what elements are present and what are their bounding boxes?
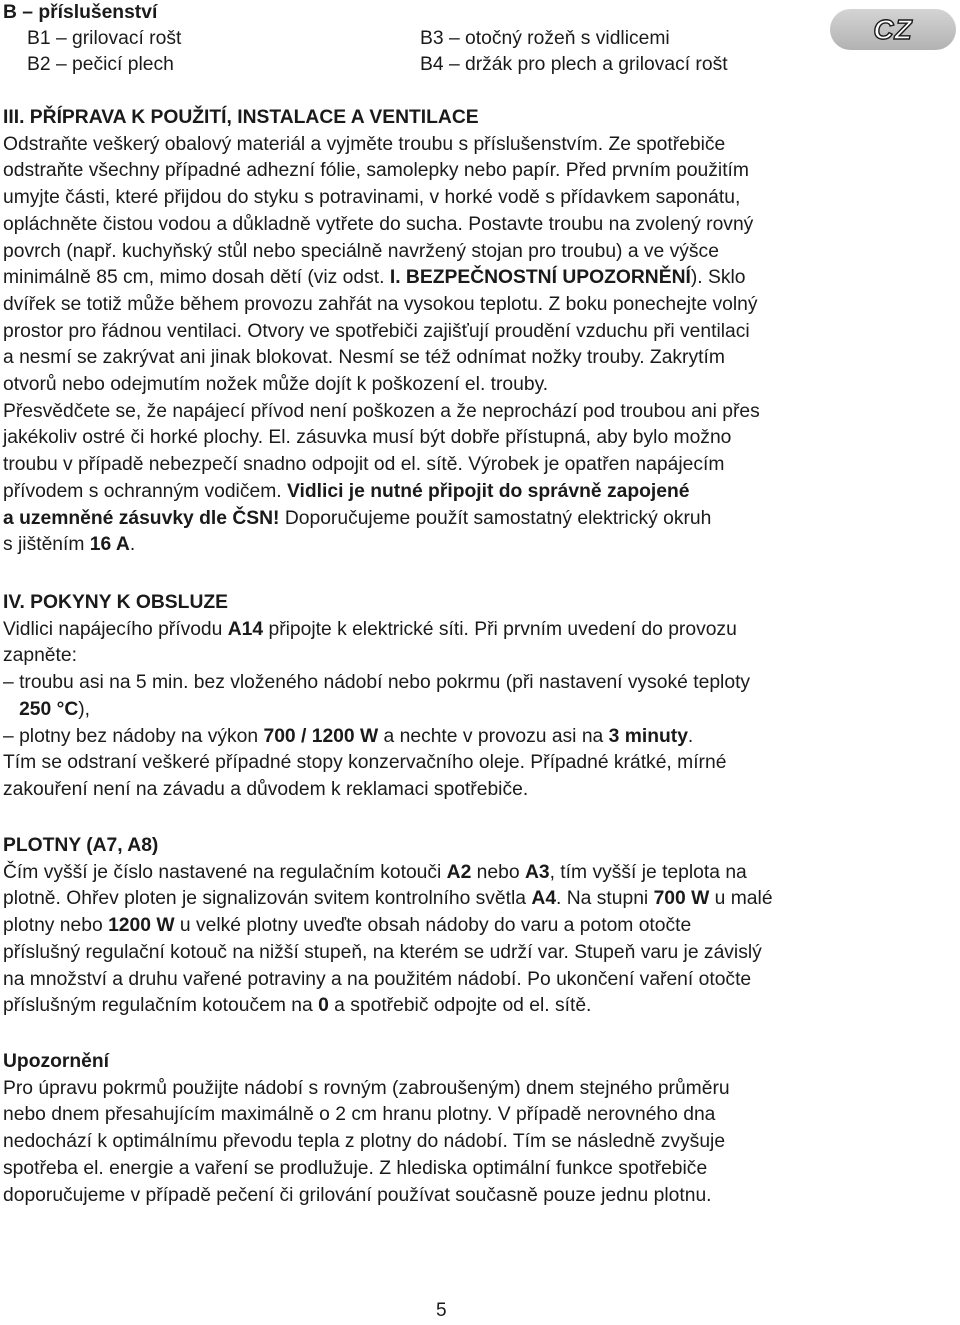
- paragraph-line: [3, 479, 903, 506]
- paragraph-line: Tím se odstraní veškeré případné stopy konzervačního oleje. Případné krátké, mírné: [3, 752, 727, 774]
- part-ref: A2: [446, 861, 472, 883]
- section-heading: Upozornění: [3, 1051, 110, 1072]
- paragraph-line: [3, 913, 903, 940]
- section-warning: [3, 1049, 903, 1209]
- text-run: připojte k elektrické síti. Při prvním uvedení do provozu: [263, 618, 737, 640]
- safety-reference: I. BEZPEČNOSTNÍ UPOZORNĚNÍ: [389, 267, 691, 289]
- section-heading: PLOTNY (A7, A8): [3, 835, 159, 856]
- text-run: – plotny bez nádoby na výkon: [3, 725, 264, 747]
- paragraph-line: dvířek se totiž může během provozu zahřát na vysokou teplotu. Z boku ponechejte volný: [3, 293, 758, 315]
- paragraph-line: zakouření není na závadu a důvodem k reklamaci spotřebiče.: [3, 778, 529, 800]
- accessory-b1: B1 – grilovací rošt: [27, 28, 182, 49]
- language-badge-label: CZ: [873, 13, 913, 45]
- text-run: přívodem s ochranným vodičem.: [3, 480, 287, 502]
- paragraph-line: na množství a druhu vařené potraviny a na použitém nádobí. Po ukončení vaření otočte: [3, 968, 752, 990]
- paragraph-line: umyjte části, které přijdou do styku s potravinami, v horké vodě s přídavkem saponátu,: [3, 187, 741, 209]
- paragraph-line: prostor pro řádnou ventilaci. Otvory ve spotřebiči zajišťují proudění vzduchu při ventilaci: [3, 320, 750, 342]
- paragraph-line: a nesmí se zakrývat ani jinak blokovat. Nesmí se též odnímat nožky trouby. Zakrytím: [3, 347, 725, 369]
- accessory-b4: B4 – držák pro plech a grilovací rošt: [420, 54, 728, 75]
- accessory-b2: B2 – pečicí plech: [27, 54, 174, 75]
- section-operation: [3, 590, 903, 804]
- paragraph-line: spotřeba el. energie a vaření se prodlužuje. Z hlediska optimální funkce spotřebiče: [3, 1157, 708, 1179]
- language-badge: [830, 9, 956, 50]
- setting-value: 0: [318, 995, 329, 1017]
- paragraph-line: [3, 265, 903, 292]
- text-run: u malé: [709, 888, 773, 910]
- part-ref: A4: [531, 888, 557, 910]
- text-run: . Na stupni: [556, 888, 654, 910]
- paragraph-line: troubu v případě nebezpečí snadno odpojit od el. sítě. Výrobek je opatřen napájecím: [3, 454, 725, 476]
- text-run: a nechte v provozu asi na: [378, 725, 609, 747]
- section-heading: IV. POKYNY K OBSLUZE: [3, 592, 229, 613]
- text-run: ),: [78, 698, 91, 720]
- text-run: Vidlici napájecího přívodu: [3, 618, 228, 640]
- text-run: minimálně 85 cm, mimo dosah dětí (viz odst.: [3, 267, 390, 289]
- text-run: .: [129, 534, 136, 556]
- text-run: plotně. Ohřev ploten je signalizován svitem kontrolního světla: [3, 888, 532, 910]
- paragraph-line: jakékoliv ostré či horké plochy. El. zásuvka musí být dobře přístupná, aby bylo možno: [3, 427, 732, 449]
- paragraph-line: [3, 506, 903, 533]
- paragraph-line: opláchněte čistou vodou a důkladně vytřete do sucha. Postavte troubu na zvolený rovný: [3, 213, 754, 235]
- text-run: s jištěním: [3, 534, 90, 556]
- paragraph-line: Přesvědčete se, že napájecí přívod není poškozen a že neprochází pod troubou ani přes: [3, 400, 760, 422]
- paragraph-line: [3, 993, 903, 1020]
- bold-warning: Vidlici je nutné připojit do správně zapojené: [286, 480, 690, 502]
- text-run: příslušným regulačním kotoučem na: [3, 995, 319, 1017]
- text-run: a spotřebič odpojte od el. sítě.: [328, 995, 592, 1017]
- accessory-b3: B3 – otočný rožeň s vidlicemi: [420, 28, 670, 49]
- accessories-heading: B – příslušenství: [3, 2, 158, 23]
- power-value: 700 / 1200 W: [263, 725, 379, 747]
- list-item: [3, 724, 903, 751]
- paragraph-line: [3, 532, 903, 559]
- part-ref: A14: [227, 618, 264, 640]
- section-preparation: [3, 105, 903, 559]
- duration-value: 3 minuty: [608, 725, 688, 747]
- text-run: nebo: [471, 861, 525, 883]
- paragraph-line: odstraňte všechny případné adhezní fólie, samolepky nebo papír. Před prvním použitím: [3, 160, 749, 182]
- power-value: 1200 W: [108, 915, 175, 937]
- text-run: , tím vyšší je teplota na: [549, 861, 747, 883]
- paragraph-line: Odstraňte veškerý obalový materiál a vyjměte troubu s příslušenstvím. Ze spotřebiče: [3, 133, 726, 155]
- paragraph-line: [3, 886, 903, 913]
- text-run: plotny nebo: [3, 915, 109, 937]
- paragraph-line: Pro úpravu pokrmů použijte nádobí s rovným (zabroušeným) dnem stejného průměru: [3, 1077, 730, 1099]
- text-run: u velké plotny uveďte obsah nádoby do varu a potom otočte: [174, 915, 692, 937]
- paragraph-line: [3, 617, 903, 644]
- text-run: Doporučujeme použít samostatný elektrický okruh: [279, 507, 712, 529]
- temperature-value: 250 °C: [19, 698, 79, 720]
- power-value: 700 W: [653, 888, 710, 910]
- paragraph-line: příslušný regulační kotouč na nižší stupeň, na kterém se udrží var. Stupeň varu je závislý: [3, 941, 762, 963]
- part-ref: A3: [524, 861, 550, 883]
- paragraph-line: nebo dnem přesahujícím maximálně o 2 cm hranu plotny. V případě nerovného dna: [3, 1104, 716, 1126]
- list-item: – troubu asi na 5 min. bez vloženého nádobí nebo pokrmu (při nastavení vysoké teploty: [3, 672, 751, 694]
- paragraph-line: otvorů nebo odejmutím nožek může dojít k poškození el. trouby.: [3, 374, 549, 396]
- fuse-rating: 16 A: [89, 534, 130, 556]
- section-heading: III. PŘÍPRAVA K POUŽITÍ, INSTALACE A VENTILACE: [3, 107, 479, 128]
- text-run: [3, 699, 19, 720]
- paragraph-line: [3, 860, 903, 887]
- page-number: 5: [436, 1300, 447, 1321]
- list-item-continuation: [3, 697, 903, 724]
- paragraph-line: doporučujeme v případě pečení či grilování používat současně pouze jednu plotnu.: [3, 1184, 712, 1206]
- text-run: .: [687, 725, 694, 747]
- text-run: Čím vyšší je číslo nastavené na regulačním kotouči: [3, 861, 447, 883]
- text-run: ). Sklo: [690, 267, 746, 289]
- bold-warning: a uzemněné zásuvky dle ČSN!: [3, 507, 280, 529]
- paragraph-line: nedochází k optimálnímu převodu tepla z plotny do nádobí. Tím se následně zvyšuje: [3, 1131, 726, 1153]
- paragraph-line: povrch (např. kuchyňský stůl nebo speciálně navržený stojan pro troubu) a ve výšce: [3, 240, 719, 262]
- section-hotplates: [3, 833, 903, 1020]
- paragraph-line: zapněte:: [3, 645, 77, 667]
